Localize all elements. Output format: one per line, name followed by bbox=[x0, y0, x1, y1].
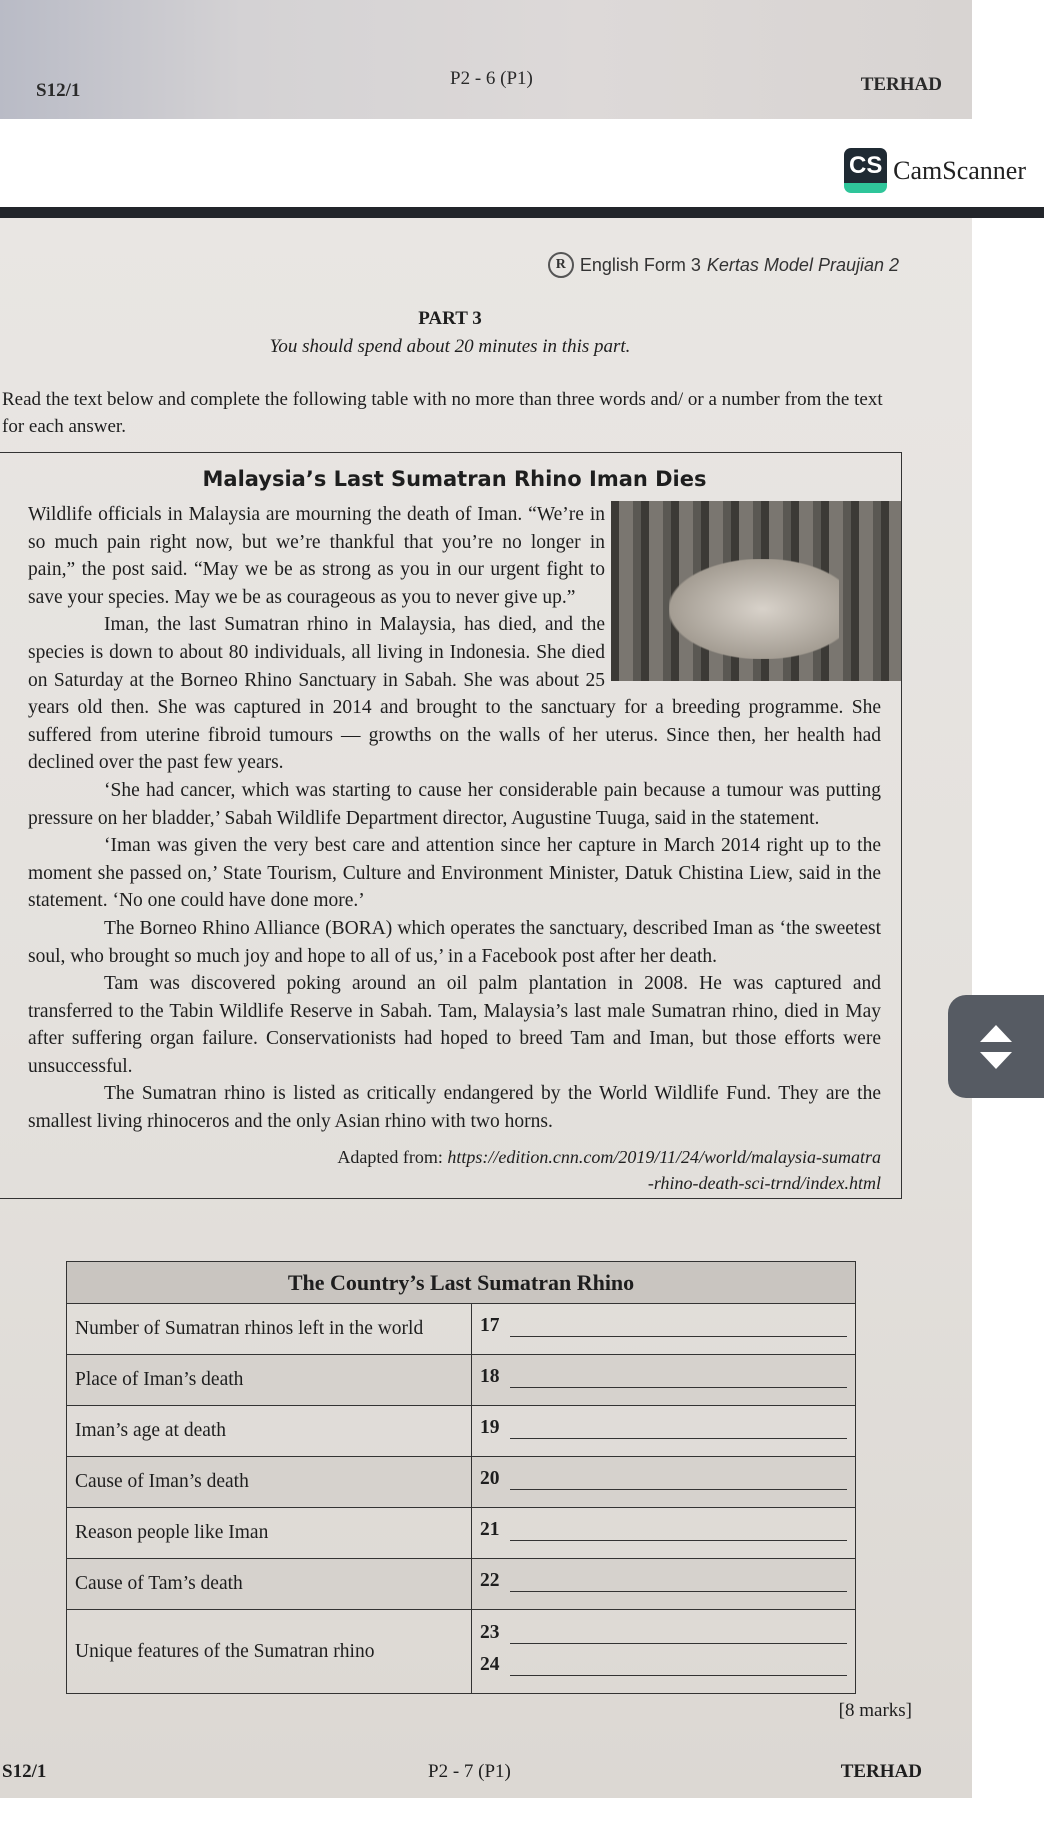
table-row bbox=[67, 1304, 856, 1355]
publisher-logo-icon: R bbox=[548, 252, 574, 278]
row-label: Unique features of the Sumatran rhino bbox=[67, 1610, 472, 1694]
classification: TERHAD bbox=[860, 74, 942, 95]
camscanner-label: CamScanner bbox=[893, 155, 1026, 185]
answer-blank[interactable] bbox=[510, 1387, 848, 1388]
answer-blank[interactable] bbox=[510, 1438, 848, 1439]
footer-classification: TERHAD bbox=[840, 1761, 922, 1782]
article-paragraph: Iman, the last Sumatran rhino in Malaysia, has died, and the species is down to about 80 individuals, all living in Indonesia. She died on Saturday at the Borneo Rhino Sanctuary in Sabah. She was about 25 years old then. She was captured in 2014 and brought to the sanctuary for a breeding programme. She suffered from uterine fibroid tumours — growths on the walls of her uterus. Since then, her health had declined over the past few years. bbox=[28, 614, 881, 774]
question-number: 24 bbox=[480, 1653, 500, 1675]
article-paragraph: Wildlife officials in Malaysia are mourning the death of Iman. “We’re in so much pain right now, but we’re thankful that you’re no longer in pain,” the post said. “May we be as strong as you in our urgent fight to save your species. May we be as courageous as you to never give up.” bbox=[28, 504, 605, 608]
table-row bbox=[67, 1355, 856, 1406]
paper-code: S12/1 bbox=[36, 80, 81, 101]
table-row bbox=[67, 1457, 856, 1508]
table-title: The Country’s Last Sumatran Rhino bbox=[67, 1262, 856, 1304]
footer-code: S12/1 bbox=[2, 1761, 47, 1782]
time-note: You should spend about 20 minutes in this part. bbox=[269, 336, 631, 357]
previous-page-strip bbox=[0, 0, 972, 119]
camscanner-watermark bbox=[844, 148, 1026, 193]
question-number: 23 bbox=[480, 1621, 500, 1643]
source-label: Adapted from: bbox=[337, 1146, 448, 1167]
page-scroll-control[interactable] bbox=[948, 995, 1044, 1098]
row-label: Cause of Iman’s death bbox=[67, 1457, 472, 1508]
answer-table bbox=[66, 1261, 856, 1694]
answer-blank[interactable] bbox=[510, 1540, 848, 1541]
series: Kertas Model Praujian 2 bbox=[706, 254, 899, 275]
exam-page bbox=[0, 218, 972, 1798]
page-header bbox=[548, 252, 899, 278]
answer-blank[interactable] bbox=[510, 1489, 848, 1490]
article-title: Malaysia’s Last Sumatran Rhino Iman Dies bbox=[202, 467, 707, 491]
source-url-cont: -rhino-death-sci-trnd/index.html bbox=[647, 1172, 881, 1193]
question-number: 19 bbox=[480, 1417, 500, 1438]
article-paragraph: ‘Iman was given the very best care and attention since her capture in March 2014 right up to the moment she passed on,’ State Tourism, Culture and Environment Minister, Datuk Chistina Liew, said in the statement. ‘No one could have done more.’ bbox=[28, 835, 881, 912]
part-title: PART 3 bbox=[418, 308, 482, 329]
camscanner-logo-icon: CS bbox=[844, 148, 887, 193]
article-box bbox=[0, 452, 902, 1199]
marks: [8 marks] bbox=[838, 1700, 912, 1721]
article-paragraph: Tam was discovered poking around an oil palm plantation in 2008. He was captured and transferred to the Tabin Wildlife Reserve in Sabah. Tam, Malaysia’s last male Sumatran rhino, died in May after suffering organ failure. Conservationists had hoped to breed Tam and Iman, but those efforts were unsuccessful. bbox=[28, 973, 881, 1077]
table-row bbox=[67, 1559, 856, 1610]
table-row bbox=[67, 1406, 856, 1457]
article-paragraph: The Borneo Rhino Alliance (BORA) which operates the sanctuary, described Iman as ‘the sweetest soul, who brought so much joy and hope to all of us,’ in a Facebook post after her death. bbox=[28, 917, 881, 967]
article-paragraph: ‘She had cancer, which was starting to cause her considerable pain because a tumour was putting pressure on her bladder,’ Sabah Wildlife Department director, Augustine Tuuga, said in the statement. bbox=[28, 779, 881, 829]
article-paragraph: The Sumatran rhino is listed as critically endangered by the World Wildlife Fund. They are the smallest living rhinoceros and the only Asian rhino with two horns. bbox=[28, 1083, 881, 1133]
table-row bbox=[67, 1610, 856, 1694]
page-divider bbox=[0, 207, 1044, 218]
rhino-photo bbox=[611, 501, 901, 681]
source-url: https://edition.cnn.com/2019/11/24/world/malaysia-sumatra bbox=[447, 1146, 881, 1167]
instruction: Read the text below and complete the following table with no more than three words and/ or a number from the text for each answer. bbox=[2, 389, 883, 437]
question-number: 17 bbox=[480, 1315, 500, 1336]
answer-blank[interactable] bbox=[510, 1336, 848, 1337]
row-label: Number of Sumatran rhinos left in the world bbox=[67, 1304, 472, 1355]
scroll-down-icon[interactable] bbox=[980, 1052, 1012, 1069]
subject: English Form 3 bbox=[579, 254, 701, 275]
question-number: 21 bbox=[480, 1519, 500, 1540]
row-label: Place of Iman’s death bbox=[67, 1355, 472, 1406]
row-label: Reason people like Iman bbox=[67, 1508, 472, 1559]
source-citation bbox=[28, 1144, 881, 1196]
row-label: Iman’s age at death bbox=[67, 1406, 472, 1457]
row-label: Cause of Tam’s death bbox=[67, 1559, 472, 1610]
page-number: P2 - 6 (P1) bbox=[450, 68, 533, 89]
question-number: 18 bbox=[480, 1366, 500, 1387]
table-row bbox=[67, 1508, 856, 1559]
footer-page: P2 - 7 (P1) bbox=[428, 1761, 511, 1782]
question-number: 22 bbox=[480, 1570, 500, 1591]
answer-blank[interactable] bbox=[510, 1643, 848, 1644]
question-number: 20 bbox=[480, 1468, 500, 1489]
rhino-image bbox=[669, 559, 839, 659]
scroll-up-icon[interactable] bbox=[980, 1025, 1012, 1042]
answer-blank[interactable] bbox=[510, 1675, 848, 1676]
answer-blank[interactable] bbox=[510, 1591, 848, 1592]
